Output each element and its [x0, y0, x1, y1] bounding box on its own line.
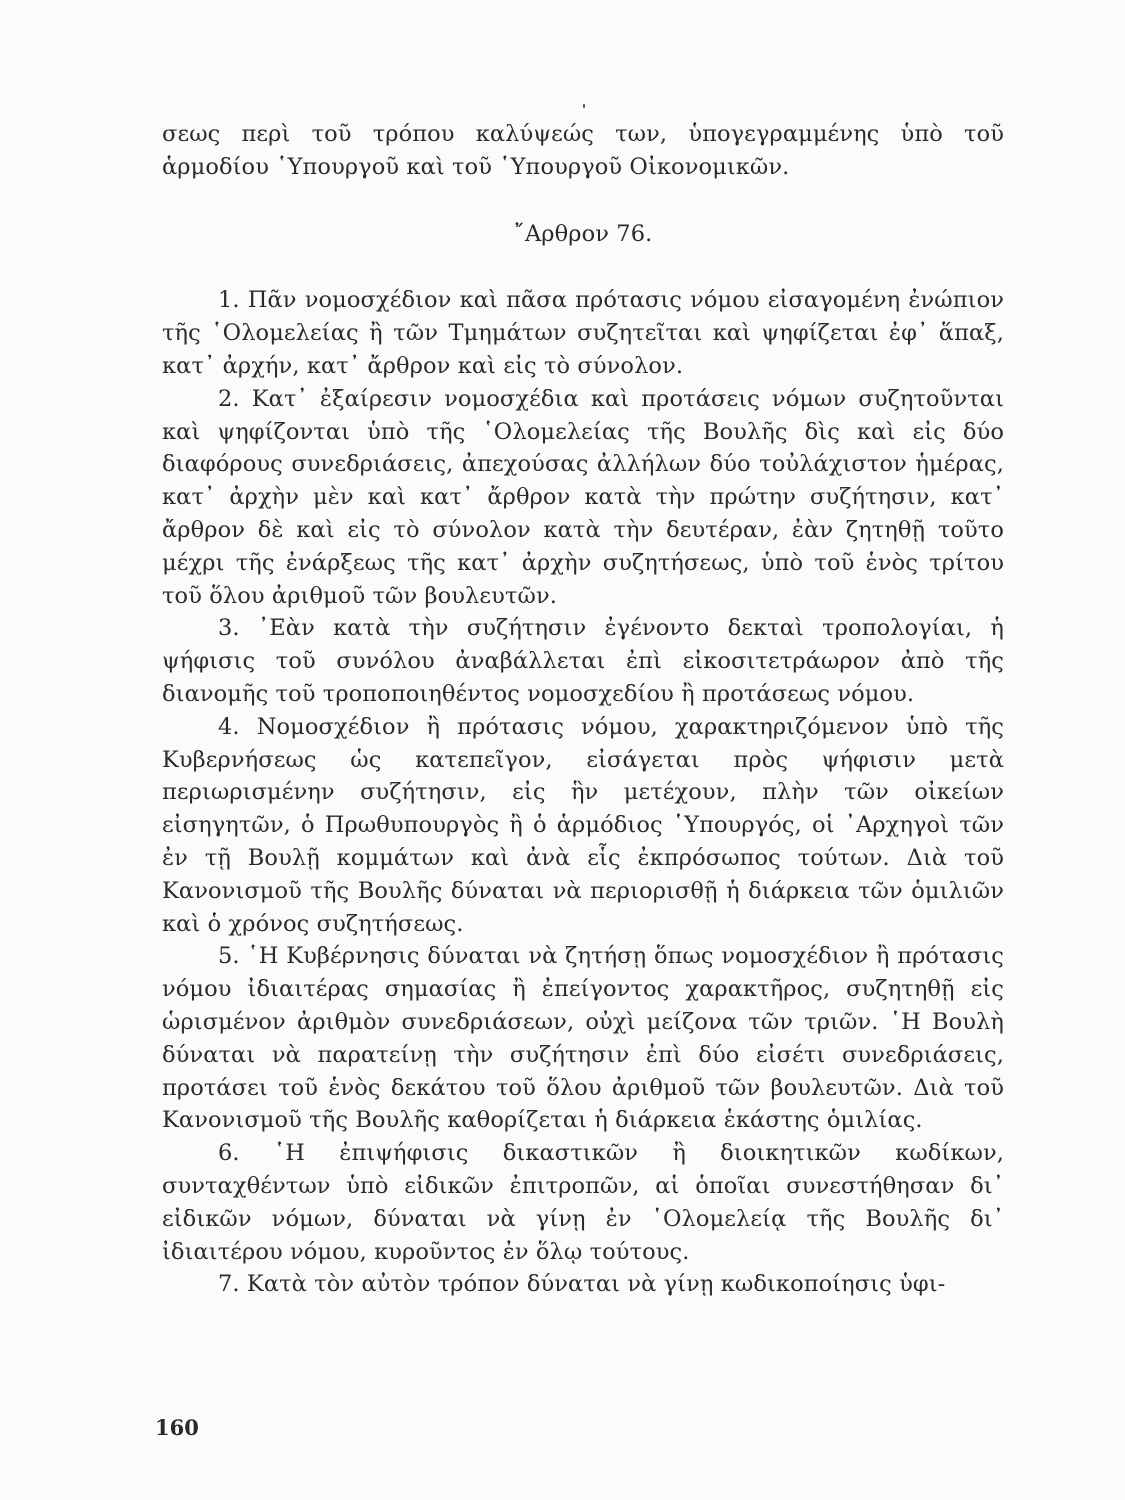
body-text: [162, 118, 1004, 1301]
paragraph-5: 5. ῾Η Κυβέρνησις δύναται νὰ ζητήσῃ ὅπως νομοσχέδιον ἢ πρότασις νόμου ἰδιαιτέρας σημασίας ἢ ἐπείγοντος χαρακτῆρος, συζητηθῇ εἰς ὡρισμένον ἀριθμὸν συνεδριάσεων, οὐχὶ μείζονα τῶν τριῶν. ῾Η Βουλὴ δύναται νὰ παρατείνῃ τὴν συζήτησιν ἐπὶ δύο εἰσέτι συνεδριάσεις, προτάσει τοῦ ἑνὸς δεκάτου τοῦ ὅλου ἀριθμοῦ τῶν βουλευτῶν. Διὰ τοῦ Κανονισμοῦ τῆς Βουλῆς καθορίζεται ἡ διάρκεια ἑκάστης ὁμιλίας.: [162, 943, 1004, 1134]
page-number: 160: [155, 1415, 199, 1440]
paragraph-3: 3. ᾿Εὰν κατὰ τὴν συζήτησιν ἐγένοντο δεκταὶ τροπολογίαι, ἡ ψήφισις τοῦ συνόλου ἀναβάλλεται ἐπὶ εἰκοσιτετράωρον ἀπὸ τῆς διανομῆς τοῦ τροποποιηθέντος νομοσχεδίου ἢ προτάσεως νόμου.: [162, 615, 1004, 707]
scan-speck: [583, 104, 585, 108]
paragraph-6: 6. ῾Η ἐπιψήφισις δικαστικῶν ἢ διοικητικῶν κωδίκων, συνταχθέντων ὑπὸ εἰδικῶν ἐπιτροπῶν, αἱ ὁποῖαι συνεστήθησαν δι᾿ εἰδικῶν νόμων, δύναται νὰ γίνῃ ἐν ῾Ολομελείᾳ τῆς Βουλῆς δι᾿ ἰδιαιτέρου νόμου, κυροῦντος ἐν ὅλῳ τούτους.: [162, 1140, 1004, 1265]
paragraph-1: 1. Πᾶν νομοσχέδιον καὶ πᾶσα πρότασις νόμου εἰσαγομένη ἐνώπιον τῆς ῾Ολομελείας ἢ τῶν Τμημάτων συζητεῖται καὶ ψηφίζεται ἐφ᾿ ἅπαξ, κατ᾿ ἀρχήν, κατ᾿ ἄρθρον καὶ εἰς τὸ σύνολον.: [162, 287, 1004, 379]
paragraph-2: 2. Κατ᾿ ἐξαίρεσιν νομοσχέδια καὶ προτάσεις νόμων συζητοῦνται καὶ ψηφίζονται ὑπὸ τῆς ῾Ολομελείας τῆς Βουλῆς δὶς καὶ εἰς δύο διαφόρους συνεδριάσεις, ἀπεχούσας ἀλλήλων δύο τοὐλάχιστον ἡμέρας, κατ᾿ ἀρχὴν μὲν καὶ κατ᾿ ἄρθρον κατὰ τὴν πρώτην συζήτησιν, κατ᾿ ἄρθρον δὲ καὶ εἰς τὸ σύνολον κατὰ τὴν δευτέραν, ἐὰν ζητηθῇ τοῦτο μέχρι τῆς ἐνάρξεως τῆς κατ᾿ ἀρχὴν συζητήσεως, ὑπὸ τοῦ ἑνὸς τρίτου τοῦ ὅλου ἀριθμοῦ τῶν βουλευτῶν.: [162, 385, 1004, 609]
opening-paragraph: σεως περὶ τοῦ τρόπου καλύψεώς των, ὑπογεγραμμένης ὑπὸ τοῦ ἁρμοδίου ῾Υπουργοῦ καὶ τοῦ ῾Υπουργοῦ Οἰκονομικῶν.: [162, 121, 1004, 180]
paragraph-7: 7. Κατὰ τὸν αὐτὸν τρόπον δύναται νὰ γίνῃ κωδικοποίησις ὑφι-: [218, 1271, 946, 1298]
paragraph-4: 4. Νομοσχέδιον ἢ πρότασις νόμου, χαρακτηριζόμενον ὑπὸ τῆς Κυβερνήσεως ὡς κατεπεῖγον, εἰσάγεται πρὸς ψήφισιν μετὰ περιωρισμένην συζήτησιν, εἰς ἣν μετέχουν, πλὴν τῶν οἰκείων εἰσηγητῶν, ὁ Πρωθυπουργὸς ἢ ὁ ἁρμόδιος ῾Υπουργός, οἱ ᾿Αρχηγοὶ τῶν ἐν τῇ Βουλῇ κομμάτων καὶ ἀνὰ εἷς ἐκπρόσωπος τούτων. Διὰ τοῦ Κανονισμοῦ τῆς Βουλῆς δύναται νὰ περιορισθῇ ἡ διάρκεια τῶν ὁμιλιῶν καὶ ὁ χρόνος συζητήσεως.: [162, 713, 1004, 937]
article-heading: ῎Αρθρον 76.: [513, 220, 653, 247]
